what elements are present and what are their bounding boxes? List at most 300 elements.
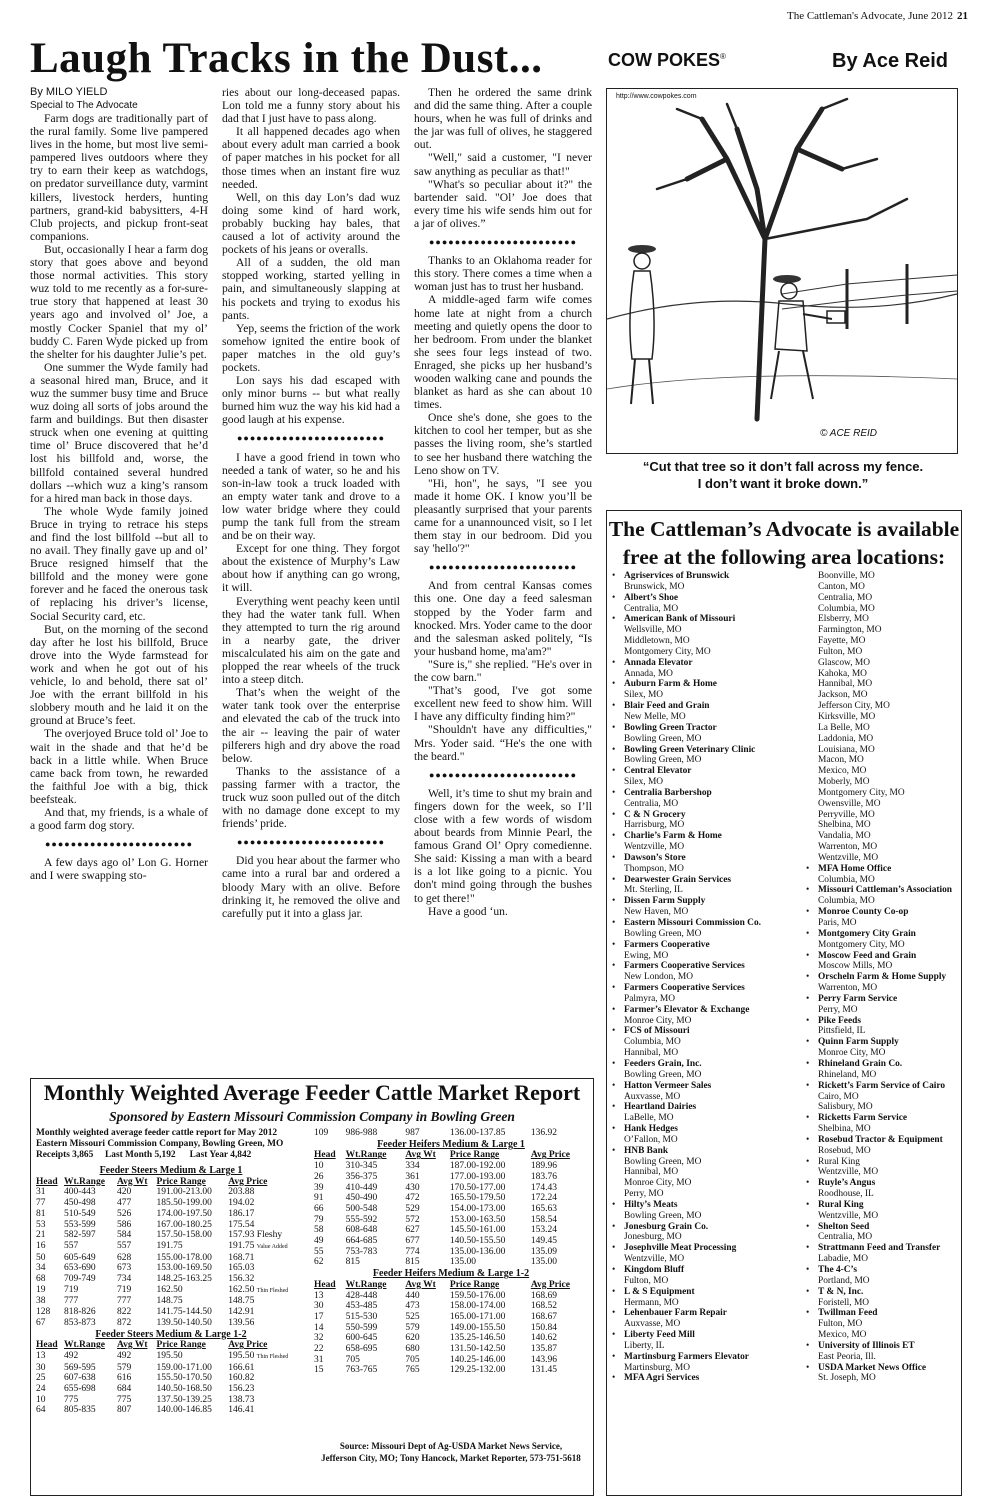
location-place: Jonesburg, MO	[624, 1232, 682, 1243]
table-cell: 38	[36, 1296, 46, 1307]
table-row	[314, 1291, 588, 1302]
table-cell: 91	[314, 1193, 324, 1204]
location-text	[624, 745, 755, 767]
caption-line-1: “Cut that tree so it don’t fall across my fence.	[642, 459, 924, 474]
location-entry	[806, 1298, 958, 1309]
location-text	[624, 1265, 684, 1287]
table-cell: 66	[314, 1203, 324, 1214]
location-name: Farmers Cooperative Services	[624, 961, 745, 972]
table-cell: 131.50-142.50	[449, 1344, 506, 1355]
location-text	[624, 1222, 708, 1244]
paragraph: "That’s good, I've got some excellent new feed to show him. Will I have any difficulty finding him?"	[414, 684, 592, 724]
table-cell: 15	[314, 1365, 324, 1376]
section-title: Feeder Steers Medium & Large 1-2	[95, 1328, 247, 1340]
location-entry	[806, 788, 958, 799]
section-title: Feeder Heifers Medium & Large 1-2	[372, 1268, 530, 1280]
bullet-mark: •	[612, 1243, 616, 1254]
location-entry	[806, 647, 958, 658]
location-place: Perry, MO	[624, 1189, 664, 1200]
table-cell: 673	[116, 1263, 132, 1274]
table-cell: 31	[36, 1187, 46, 1198]
location-place: Moberly, MO	[818, 777, 870, 788]
location-entry	[612, 1146, 806, 1200]
location-name: Albert’s Shoe	[624, 592, 679, 603]
location-entry	[806, 1341, 958, 1352]
location-text	[624, 1081, 711, 1103]
table-cell: 148.75	[156, 1296, 183, 1307]
table-cell: 620	[405, 1333, 420, 1344]
location-name: Auburn Farm & Home	[624, 679, 717, 690]
table-cell: 22	[314, 1344, 324, 1355]
table-cell: 174.43	[530, 1182, 557, 1193]
table-cell: 165.63	[530, 1203, 557, 1214]
location-text	[624, 1352, 749, 1374]
bullet-mark	[806, 1048, 818, 1059]
paragraph: And that, my friends, is a whale of a good farm dog story.	[30, 805, 208, 833]
location-entry	[806, 1373, 958, 1384]
table-cell: 81	[36, 1208, 46, 1219]
table-cell: 10	[36, 1394, 46, 1405]
location-place: Bowling Green, MO	[624, 1210, 702, 1221]
location-entry	[612, 766, 806, 788]
bullet-mark: •	[612, 874, 616, 885]
table-cell: 473	[405, 1301, 420, 1312]
bullet-mark	[806, 853, 818, 864]
table-cell: 50	[36, 1252, 46, 1263]
location-entry	[806, 1135, 958, 1146]
location-place: Shelbina, MO	[818, 820, 871, 831]
location-text	[624, 1102, 696, 1124]
bullet-mark	[806, 1276, 818, 1287]
bullet-mark	[806, 1189, 818, 1200]
paragraph: A few days ago ol’ Lon G. Horner and I were swapping sto-	[30, 856, 208, 883]
location-entry	[806, 940, 958, 951]
table-cell: 139.50-140.50	[156, 1317, 212, 1328]
table-row	[314, 1323, 588, 1334]
column-header: Wt.Range	[64, 1176, 105, 1187]
table-cell: 653-690	[64, 1263, 96, 1274]
table-cell: 628	[116, 1252, 132, 1263]
market-report-title: Monthly Weighted Average Feeder Cattle Market Report	[43, 1080, 581, 1105]
bullet-mark: •	[806, 993, 810, 1004]
location-name: Strattmann Feed and Transfer	[818, 1243, 941, 1254]
location-name: Charlie’s Farm & Home	[624, 831, 722, 842]
table-cell: 872	[116, 1317, 132, 1328]
table-cell: 175.54	[228, 1219, 255, 1230]
table-cell: 805-835	[64, 1405, 96, 1416]
location-place: Auxvasse, MO	[624, 1319, 681, 1330]
table-cell: 553-599	[64, 1219, 96, 1230]
location-entry	[806, 864, 958, 875]
location-text	[624, 1287, 695, 1309]
table-cell: 526	[116, 1208, 132, 1219]
table-cell: 135.00	[530, 1257, 557, 1268]
bullet-mark	[806, 571, 818, 582]
location-name: Missouri Cattleman’s Association	[818, 885, 953, 896]
location-entry	[806, 690, 958, 701]
bullet-mark: •	[612, 571, 616, 581]
location-entry	[612, 679, 806, 701]
table-cell: 64	[36, 1405, 46, 1416]
location-place: Louisiana, MO	[818, 744, 875, 755]
location-entry	[806, 1330, 958, 1341]
column-header: Avg Wt	[405, 1150, 436, 1161]
table-cell: 709-749	[64, 1274, 96, 1285]
location-place: Warrenton, MO	[818, 842, 878, 853]
last-year: Last Year 4,842	[189, 1150, 252, 1160]
table-row	[36, 1187, 306, 1198]
location-place: LaBelle, MO	[624, 1113, 674, 1124]
location-place: Wentzville, MO	[818, 1210, 879, 1221]
location-entry	[806, 1026, 958, 1037]
location-entry	[806, 1146, 958, 1157]
table-cell: 356-375	[345, 1171, 378, 1182]
table-row	[314, 1172, 588, 1183]
locations-left-column	[612, 571, 806, 1384]
cell-note: Thin Fleshed	[256, 1353, 289, 1360]
location-entry	[806, 1037, 958, 1048]
bullet-mark	[806, 712, 818, 723]
section-title-row	[314, 1268, 588, 1280]
bullet-mark	[806, 647, 818, 658]
location-name: Quinn Farm Supply	[818, 1037, 899, 1048]
location-place: Silex, MO	[624, 690, 664, 701]
table-cell: 807	[116, 1405, 132, 1416]
location-place: Brunswick, MO	[624, 581, 685, 592]
bullet-mark: •	[612, 918, 616, 928]
bullet-mark	[806, 1124, 818, 1135]
location-entry	[806, 1124, 958, 1135]
location-name: American Bank of Missouri	[624, 614, 736, 625]
bullet-mark	[806, 1092, 818, 1103]
cow-pokes-author: By Ace Reid	[832, 50, 948, 72]
location-place: Shelbina, MO	[818, 1124, 871, 1135]
location-place: Bowling Green, MO	[624, 928, 702, 939]
bullet-mark: •	[612, 787, 616, 798]
location-place: Wentzville, MO	[818, 852, 879, 863]
location-text	[624, 853, 686, 875]
locations-title-line-1: The Cattleman’s Advocate is available	[608, 517, 960, 541]
table-cell: 109	[314, 1128, 329, 1138]
paragraph: "What's so peculiar about it?" the bartender said. "Ol’ Joe does that every time his wife sends him out for a jar of olives.”	[414, 177, 592, 230]
table-cell: 310-345	[345, 1161, 378, 1172]
location-place: East Peoria, Ill.	[818, 1351, 876, 1362]
table-cell: 135.25-146.50	[449, 1333, 506, 1344]
location-name: Shelton Seed	[818, 1221, 870, 1232]
bullet-mark	[806, 690, 818, 701]
table-cell: 822	[116, 1307, 132, 1318]
location-name: Feeders Grain, Inc.	[624, 1058, 702, 1069]
column-header: Head	[314, 1150, 336, 1161]
location-place: Rhineland, MO	[818, 1069, 877, 1080]
paragraph: It all happened decades ago when about every adult man carried a book of paper matches in his pocket for all those times when an instant fire wuz needed.	[222, 125, 400, 191]
location-entry	[612, 896, 806, 918]
location-place: Wentzville, MO	[624, 842, 685, 853]
table-cell: 128	[36, 1307, 51, 1318]
table-cell: 167.00-180.25	[156, 1219, 212, 1230]
bullet-mark	[806, 940, 818, 951]
table-row	[314, 1183, 588, 1194]
table-cell: 135.00-136.00	[449, 1246, 506, 1257]
location-place: Bowling Green, MO	[624, 1069, 702, 1080]
location-name: Farmers Cooperative Services	[624, 983, 745, 994]
location-entry	[806, 701, 958, 712]
table-row	[314, 1193, 588, 1204]
table-cell: 155.50-170.50	[156, 1373, 212, 1384]
location-name: Hatton Vermeer Sales	[624, 1080, 712, 1091]
location-place: Monroe City, MO	[624, 1178, 692, 1189]
location-place: Liberty, IL	[624, 1340, 665, 1351]
location-entry	[806, 614, 958, 625]
table-cell: 815	[345, 1257, 360, 1268]
table-row	[36, 1209, 306, 1220]
table-cell: 189.96	[530, 1161, 557, 1172]
location-place: Foristell, MO	[818, 1297, 870, 1308]
table-cell: 34	[36, 1263, 46, 1274]
table-cell: 158.54	[530, 1214, 557, 1225]
location-place: Palmyra, MO	[624, 993, 676, 1004]
location-name: Liberty Feed Mill	[624, 1330, 695, 1341]
location-name: FCS of Missouri	[624, 1026, 690, 1037]
byline-author: By MILO YIELD	[30, 86, 108, 98]
paragraph: "Shouldn't have any difficulties," Mrs. Yoder said. “He's the one with the beard."	[414, 723, 592, 763]
bullet-mark	[806, 1211, 818, 1222]
location-name: Farmers Cooperative	[624, 939, 710, 950]
location-text	[624, 940, 710, 962]
location-entry	[806, 896, 958, 907]
location-name: Orscheln Farm & Home Supply	[818, 972, 947, 983]
location-place: Montgomery City, MO	[818, 939, 905, 950]
table-cell: 157.50-158.00	[156, 1230, 212, 1241]
location-entry	[806, 1048, 958, 1059]
table-row	[36, 1253, 306, 1264]
location-name: Rosebud Tractor & Equipment	[818, 1134, 943, 1145]
table-cell: 159.50-176.00	[449, 1290, 506, 1301]
location-entry	[806, 1081, 958, 1092]
bullet-mark: •	[612, 744, 616, 755]
location-name: Dearwester Grain Services	[624, 874, 732, 885]
table-cell: 146.41	[228, 1405, 255, 1416]
location-place: Roodhouse, IL	[818, 1189, 874, 1200]
bullet-mark	[806, 1232, 818, 1243]
location-entry	[806, 745, 958, 756]
location-entry	[806, 1352, 958, 1363]
column-header: Wt.Range	[345, 1150, 387, 1161]
article-headline: Laugh Tracks in the Dust...	[30, 35, 543, 82]
bullet-mark: •	[612, 1373, 616, 1384]
location-name: Kingdom Bluff	[624, 1265, 685, 1275]
paragraph: Yep, seems the friction of the work somehow ignited the entire book of paper matches in the old guy’s pockets.	[222, 321, 400, 374]
table-cell: 131.45	[530, 1365, 557, 1376]
location-place: Columbia, MO	[818, 874, 875, 885]
bullet-mark: •	[612, 766, 616, 777]
bullet-mark: •	[612, 614, 616, 625]
paragraph: Farm dogs are traditionally part of the rural family. Some live pampered lives in the home, but most live semi-pampered lives outdoors where they try to earn their keep as watchdogs, on predator surveillance duty, varmint killers, livestock herders, hunting partners, grand-kid babysitters, 4-H Club projects, and pickup front-seat companions.	[30, 112, 208, 243]
table-cell: 477	[116, 1198, 132, 1209]
table-cell: 515-530	[345, 1311, 378, 1322]
location-entry	[612, 701, 806, 723]
table-row	[314, 1344, 588, 1355]
article-column-1	[30, 86, 208, 1070]
table-cell: 557	[116, 1240, 132, 1251]
location-entry	[806, 961, 958, 972]
paragraph: Everything went peachy keen until they had the water tank full. When they attempted to turn the rig around in a nearby gate, the driver miscalculated his aim on the gate and plopped the rear wheels of the truck into a steep ditch.	[222, 594, 400, 687]
location-entry	[806, 1287, 958, 1298]
table-cell: 135.87	[530, 1344, 557, 1355]
table-header-row	[36, 1177, 306, 1188]
location-name: Dissen Farm Supply	[624, 896, 706, 907]
table-cell: 195.50	[156, 1350, 183, 1361]
location-place: Paris, MO	[818, 918, 857, 928]
location-name: Centralia Barbershop	[624, 787, 712, 798]
bullet-mark: •	[612, 701, 616, 712]
location-entry	[612, 1287, 806, 1309]
location-place: Bowling Green, MO	[624, 733, 702, 744]
table-cell: 584	[116, 1230, 132, 1241]
article-column-3	[414, 86, 592, 1070]
location-place: Fayette, MO	[818, 636, 866, 647]
location-entry	[806, 1254, 958, 1265]
bullet-mark: •	[612, 1199, 616, 1210]
location-name: USDA Market News Office	[818, 1362, 927, 1373]
table-cell: 492	[64, 1350, 79, 1361]
table-cell: 53	[36, 1219, 46, 1230]
paragraph: "Well," said a customer, "I never saw anything as peculiar as that!"	[414, 151, 592, 178]
table-cell: 30	[36, 1362, 46, 1373]
bullet-mark	[806, 766, 818, 777]
bullet-mark	[806, 734, 818, 745]
table-cell: 148.25-163.25	[156, 1274, 212, 1285]
location-entry	[806, 679, 958, 690]
table-cell: 143.96	[530, 1354, 557, 1365]
location-name: The 4-C’s	[818, 1265, 857, 1275]
paragraph: Thanks to an Oklahoma reader for this story. There comes a time when a woman just has to trust her husband.	[414, 254, 592, 294]
location-entry	[612, 940, 806, 962]
location-entry	[612, 961, 806, 983]
location-place: Auxvasse, MO	[624, 1091, 681, 1102]
location-name: MFA Home Office	[818, 863, 892, 874]
table-cell: 153.00-169.50	[156, 1263, 212, 1274]
table-cell: 472	[405, 1193, 420, 1204]
location-place: Macon, MO	[818, 755, 864, 766]
table-row	[36, 1198, 306, 1209]
location-name: Jonesburg Grain Co.	[624, 1221, 709, 1232]
column-header: Avg Price	[228, 1176, 268, 1187]
table-cell: 420	[116, 1187, 132, 1198]
section-separator: ●●●●●●●●●●●●●●●●●●●●●●●	[428, 237, 578, 248]
table-cell: 680	[405, 1344, 420, 1355]
bullet-mark: •	[806, 1015, 810, 1026]
location-entry	[806, 582, 958, 593]
location-place: Montgomery City, MO	[624, 646, 711, 657]
table-row	[36, 1395, 306, 1406]
table-cell: 664-685	[345, 1236, 378, 1247]
location-text	[624, 831, 722, 853]
table-cell: 719	[64, 1284, 79, 1295]
table-row	[314, 1333, 588, 1344]
table-cell: 135.09	[530, 1246, 557, 1257]
table-cell: 140.50-155.50	[449, 1236, 506, 1247]
location-entry	[806, 1113, 958, 1124]
location-place: Harrisburg, MO	[624, 820, 685, 831]
location-entry	[806, 777, 958, 788]
location-place: Boonville, MO	[818, 571, 875, 581]
table-cell: 203.88	[228, 1187, 255, 1198]
location-entry	[806, 810, 958, 821]
location-place: Owensville, MO	[818, 798, 881, 809]
location-place: Glascow, MO	[818, 657, 870, 668]
location-entry	[612, 853, 806, 875]
last-month: Last Month 5,192	[105, 1150, 176, 1160]
location-name: Farmer’s Elevator & Exchange	[624, 1004, 750, 1015]
location-place: New Haven, MO	[624, 907, 689, 918]
location-entry	[806, 658, 958, 669]
location-entry	[806, 571, 958, 582]
location-text	[624, 1243, 736, 1265]
locations-right-column	[806, 571, 958, 1384]
location-entry	[612, 788, 806, 810]
bullet-mark	[806, 701, 818, 712]
location-place: Bowling Green, MO	[624, 755, 702, 766]
table-row	[36, 1296, 306, 1307]
cow-pokes-title-text: COW POKES	[608, 50, 721, 70]
table-cell: 149.45	[530, 1236, 557, 1247]
table-row	[314, 1257, 588, 1268]
paragraph: The overjoyed Bruce told ol’ Joe to wait in the shade and that he’d be back in a little while. When Bruce came back from town, he rewarded the faithful Joe with a big, thick beefsteak.	[30, 727, 208, 806]
location-entry	[806, 1167, 958, 1178]
bullet-mark: •	[612, 961, 616, 972]
location-place: Rosebud, MO	[818, 1145, 871, 1156]
table-cell: 168.67	[530, 1311, 557, 1322]
location-entry	[612, 983, 806, 1005]
table-cell: 168.71	[228, 1252, 255, 1263]
bullet-mark	[806, 593, 818, 604]
location-entry	[806, 875, 958, 886]
location-place: Annada, MO	[624, 668, 673, 679]
table-cell: 774	[405, 1246, 420, 1257]
paragraph: Have a good ‘un.	[428, 904, 508, 918]
location-text	[624, 1124, 678, 1146]
page-number: 21	[957, 10, 968, 22]
bullet-mark	[806, 1330, 818, 1341]
table-cell: 655-698	[64, 1384, 96, 1395]
table-cell: 557	[64, 1240, 79, 1251]
table-cell: 569-595	[64, 1362, 96, 1373]
location-place: New London, MO	[624, 972, 694, 983]
table-cell: 775	[116, 1394, 132, 1405]
bullet-mark	[806, 983, 818, 994]
bullet-mark: •	[612, 1026, 616, 1037]
location-place: Hannibal, MO	[818, 679, 873, 690]
table-row	[36, 1220, 306, 1231]
bullet-mark: •	[612, 809, 616, 820]
location-entry	[806, 669, 958, 680]
column-header: Price Range	[449, 1150, 500, 1161]
column-header: Avg Wt	[116, 1176, 148, 1187]
location-text	[624, 983, 745, 1005]
location-entry	[612, 1026, 806, 1059]
table-cell: 142.91	[228, 1307, 255, 1318]
table-cell: 500-548	[345, 1203, 378, 1214]
bullet-mark	[806, 582, 818, 593]
table-cell: 777	[116, 1296, 132, 1307]
location-entry	[806, 951, 958, 962]
bullet-mark	[806, 1070, 818, 1081]
location-text	[624, 1200, 701, 1222]
location-entry	[806, 820, 958, 831]
location-place: Centralia, MO	[624, 603, 679, 614]
cow-pokes-title	[608, 50, 726, 71]
